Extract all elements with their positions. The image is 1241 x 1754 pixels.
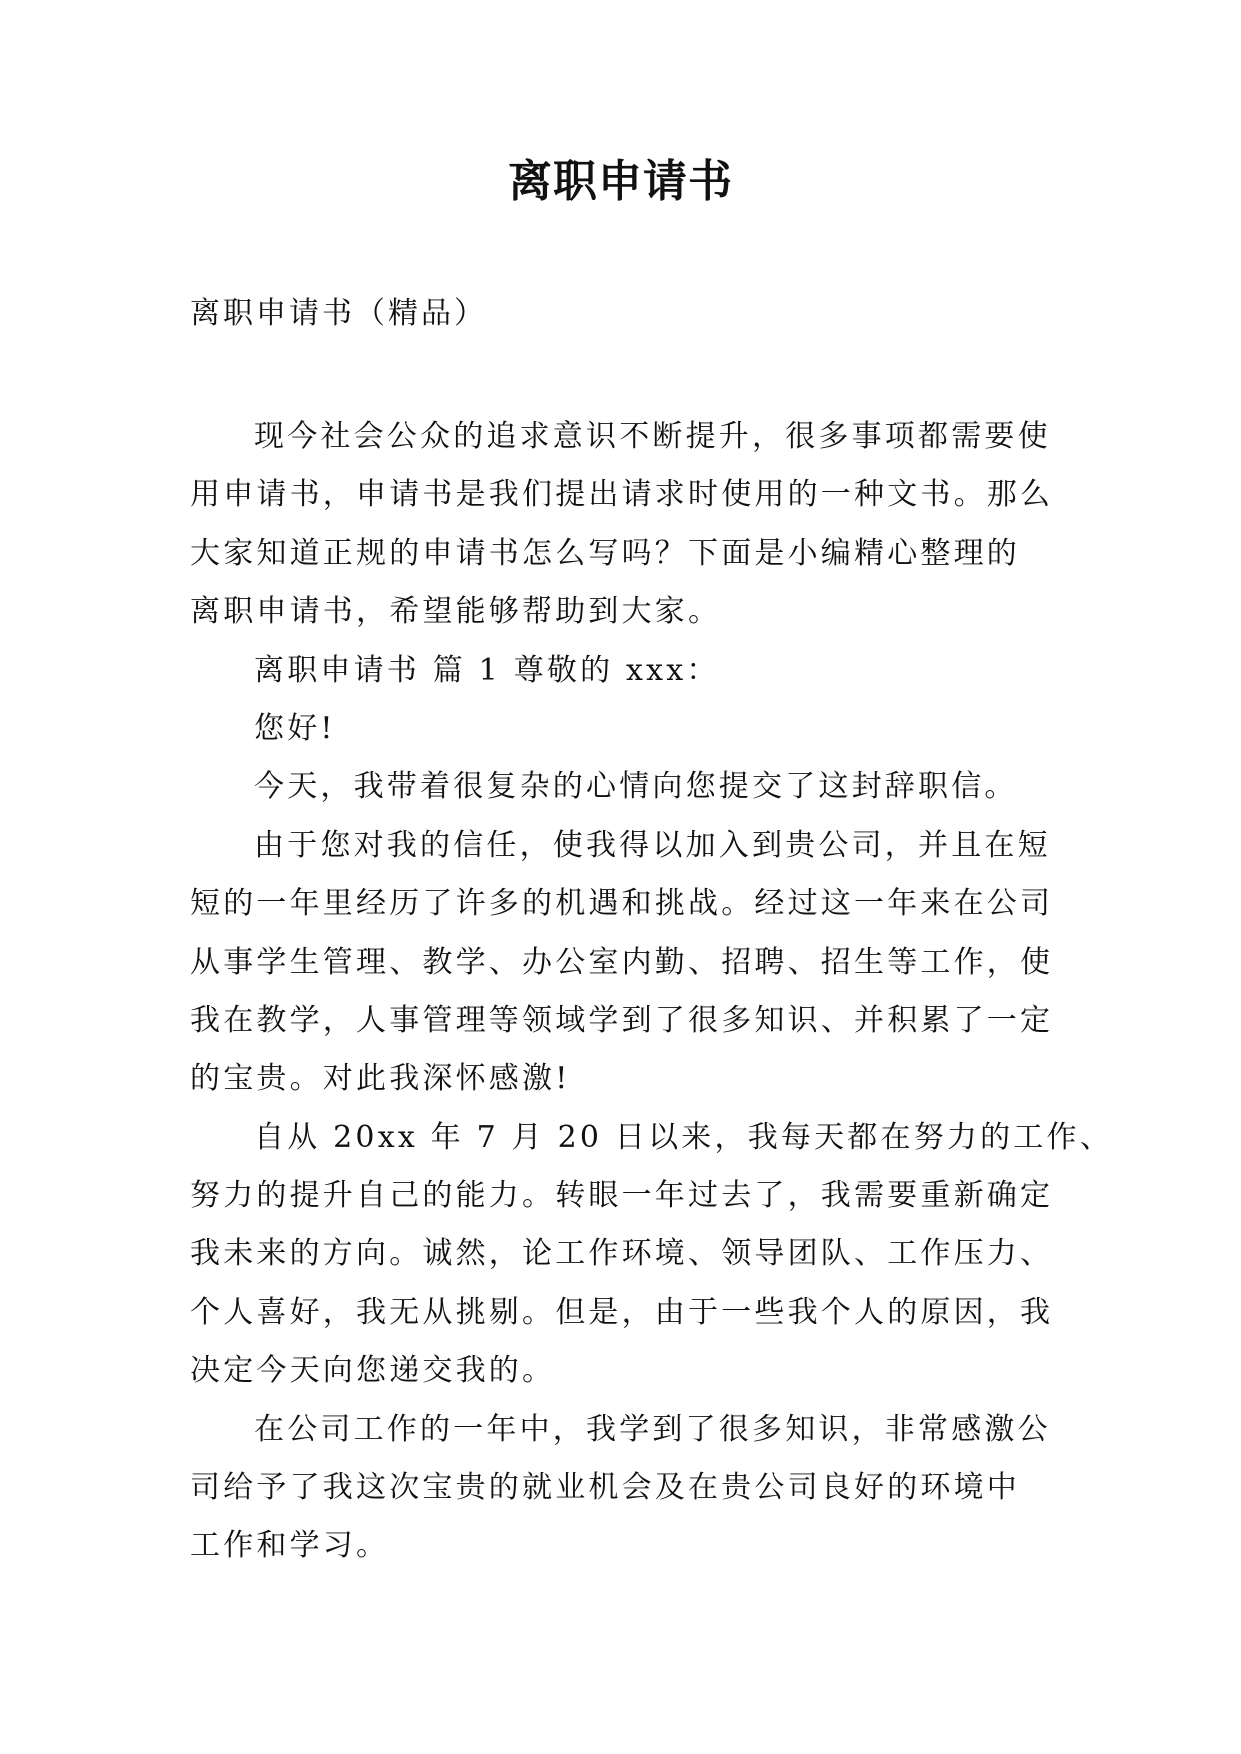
document-body — [190, 408, 1113, 1576]
body-line: 由于您对我的信任，使我得以加入到贵公司，并且在短 — [254, 827, 1051, 863]
body-line: 个人喜好，我无从挑剔。但是，由于一些我个人的原因，我 — [190, 1294, 1054, 1330]
body-line: 用申请书，申请书是我们提出请求时使用的一种文书。那么 — [190, 477, 1054, 513]
body-line: 工作和学习。 — [190, 1528, 390, 1564]
body-line: 现今社会公众的追求意识不断提升，很多事项都需要使 — [254, 419, 1051, 454]
body-line: 自从 20xx 年 7 月 20 日以来，我每天都在努力的工作、 — [254, 1119, 1113, 1155]
body-line: 您好! — [254, 710, 336, 746]
body-line: 今天，我带着很复杂的心情向您提交了这封辞职信。 — [254, 769, 1018, 805]
body-line: 在公司工作的一年中，我学到了很多知识，非常感激公 — [254, 1411, 1051, 1447]
body-line: 努力的提升自己的能力。转眼一年过去了，我需要重新确定 — [190, 1178, 1054, 1214]
body-line: 大家知道正规的申请书怎么写吗？下面是小编精心整理的 — [190, 535, 1020, 571]
body-line: 司给予了我这次宝贵的就业机会及在贵公司良好的环境中 — [190, 1470, 1020, 1506]
body-line: 短的一年里经历了许多的机遇和挑战。经过这一年来在公司 — [190, 886, 1054, 922]
document-subtitle: 离职申请书（精品） — [190, 296, 487, 331]
body-line: 从事学生管理、教学、办公室内勤、招聘、招生等工作，使 — [190, 944, 1054, 980]
body-line: 我在教学，人事管理等领域学到了很多知识、并积累了一定 — [190, 1002, 1054, 1038]
body-line: 离职申请书 篇 1 尊敬的 xxx： — [254, 652, 720, 688]
body-line: 的宝贵。对此我深怀感激! — [190, 1061, 571, 1097]
body-line: 离职申请书，希望能够帮助到大家。 — [190, 594, 722, 630]
body-line: 我未来的方向。诚然，论工作环境、领导团队、工作压力、 — [190, 1236, 1054, 1272]
body-line: 决定今天向您递交我的。 — [190, 1353, 556, 1389]
document-title: 离职申请书 — [508, 156, 733, 207]
